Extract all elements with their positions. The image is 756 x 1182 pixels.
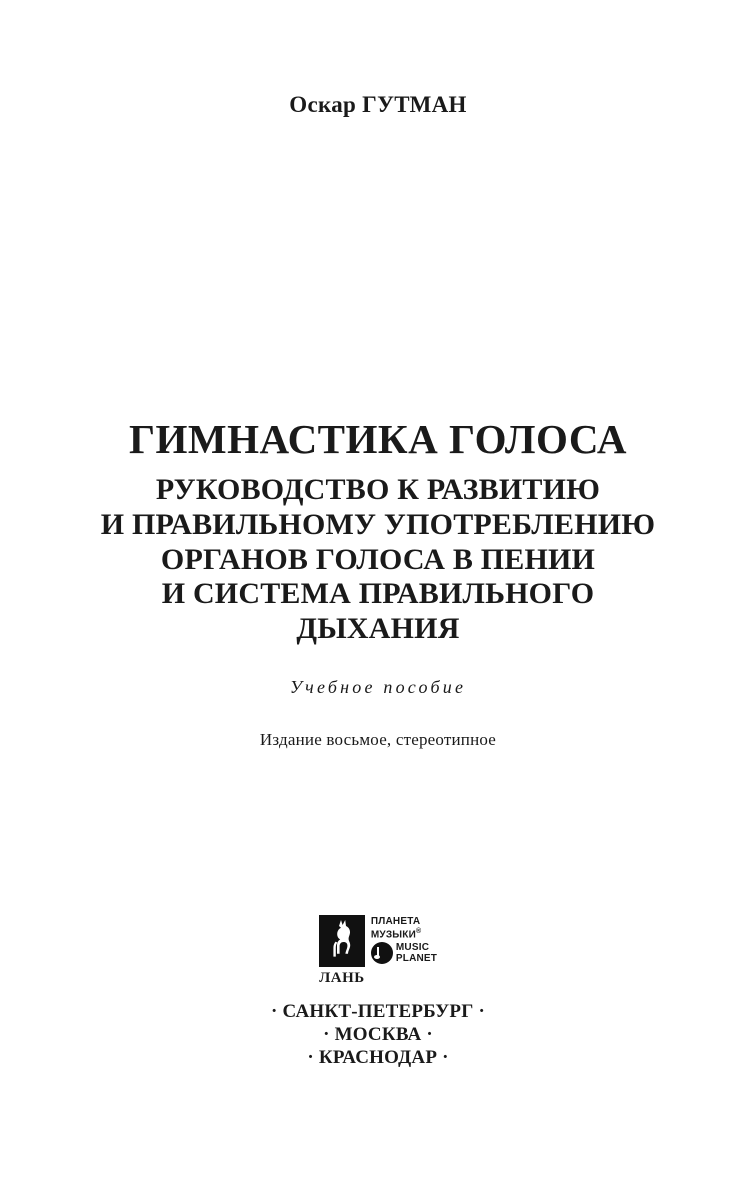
planeta-text: ПЛАНЕТА bbox=[370, 916, 421, 927]
city-line: · КРАСНОДАР · bbox=[307, 1047, 449, 1069]
title-block bbox=[0, 418, 756, 750]
subtitle-line: И СИСТЕМА ПРАВИЛЬНОГО bbox=[161, 577, 595, 611]
publisher-logo bbox=[319, 915, 437, 986]
subtitle-line: ОРГАНОВ ГОЛОСА В ПЕНИИ bbox=[160, 542, 596, 576]
lan-wordmark: ЛАНЬ bbox=[319, 970, 365, 986]
publisher-block bbox=[0, 915, 756, 1070]
city-line: · МОСКВА · bbox=[323, 1024, 433, 1046]
registered-mark: ® bbox=[416, 927, 422, 935]
music-text: MUSIC bbox=[395, 942, 430, 954]
publisher-cities bbox=[271, 1000, 485, 1070]
planeta-muzyki-logo bbox=[371, 915, 437, 964]
music-planet-row bbox=[371, 942, 437, 964]
edition-info: Издание восьмое, стереотипное bbox=[259, 730, 497, 750]
planeta-line-2 bbox=[371, 928, 421, 941]
planet-text: PLANET bbox=[395, 953, 438, 965]
music-planet-wordmark bbox=[396, 942, 437, 964]
page-title: ГИМНАСТИКА ГОЛОСА bbox=[128, 416, 628, 462]
subtitle bbox=[0, 473, 756, 647]
subtitle-line: И ПРАВИЛЬНОМУ УПОТРЕБЛЕНИЮ bbox=[100, 507, 656, 541]
muzyki-text: МУЗЫКИ bbox=[370, 928, 416, 940]
music-note-icon bbox=[371, 942, 393, 964]
deer-icon bbox=[319, 915, 365, 967]
publication-kind: Учебное пособие bbox=[289, 677, 467, 698]
subtitle-line: ДЫХАНИЯ bbox=[296, 612, 460, 646]
planeta-line-1 bbox=[371, 917, 420, 928]
subtitle-line: РУКОВОДСТВО К РАЗВИТИЮ bbox=[155, 473, 601, 507]
city-line: · САНКТ-ПЕТЕРБУРГ · bbox=[271, 1001, 485, 1022]
author-name: Оскар ГУТМАН bbox=[289, 92, 467, 117]
lan-logo bbox=[319, 915, 365, 986]
